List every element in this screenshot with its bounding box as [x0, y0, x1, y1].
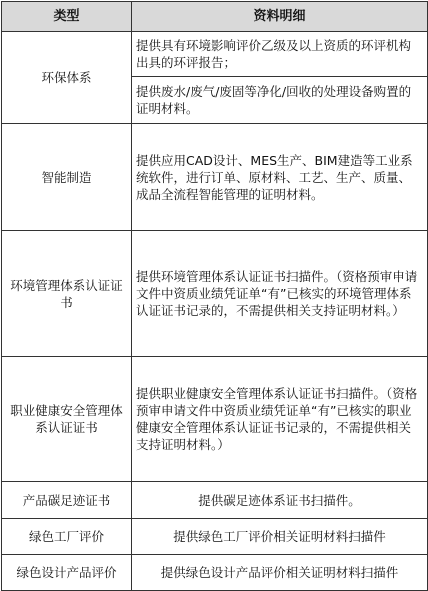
header-detail: 资料明细	[132, 2, 428, 32]
detail-line: 提供废水/废气/废固等净化/回收的处理设备购置的证明材料。	[132, 76, 427, 123]
table-row	[2, 124, 428, 231]
detail-cell: 提供环境管理体系认证证书扫描件。（资格预审申请文件中资质业绩凭证单“有”已核实的环境管理体系认证证书记录的，不需提供相关支持证明材料。）	[132, 231, 428, 357]
detail-cell: 提供碳足迹体系证书扫描件。	[132, 482, 428, 519]
type-cell: 绿色工厂评价	[2, 519, 132, 555]
table-row	[2, 555, 428, 591]
table-row	[2, 231, 428, 357]
type-cell: 产品碳足迹证书	[2, 482, 132, 519]
detail-cell: 提供绿色设计产品评价相关证明材料扫描件	[132, 555, 428, 591]
type-cell: 绿色设计产品评价	[2, 555, 132, 591]
detail-cell	[132, 32, 428, 124]
table-row	[2, 519, 428, 555]
type-cell: 职业健康安全管理体系认证证书	[2, 357, 132, 482]
table-row	[2, 32, 428, 124]
detail-cell: 提供职业健康安全管理体系认证证书扫描件。（资格预审申请文件中资质业绩凭证单“有”已核实的职业健康安全管理体系认证证书记录的，不需提供相关支持证明材料。）	[132, 357, 428, 482]
detail-cell: 提供应用CAD设计、MES生产、BIM建造等工业系统软件，进行订单、原材料、工艺、生产、质量、成品全流程智能管理的证明材料。	[132, 124, 428, 231]
detail-line: 提供具有环境影响评价乙级及以上资质的环评机构出具的环评报告；	[136, 38, 412, 70]
type-cell: 环保体系	[2, 32, 132, 124]
detail-cell: 提供绿色工厂评价相关证明材料扫描件	[132, 519, 428, 555]
table-row	[2, 357, 428, 482]
type-cell: 环境管理体系认证证书	[2, 231, 132, 357]
header-type: 类型	[2, 2, 132, 32]
requirements-table	[1, 1, 428, 591]
header-row	[2, 2, 428, 32]
table-row	[2, 482, 428, 519]
type-cell: 智能制造	[2, 124, 132, 231]
